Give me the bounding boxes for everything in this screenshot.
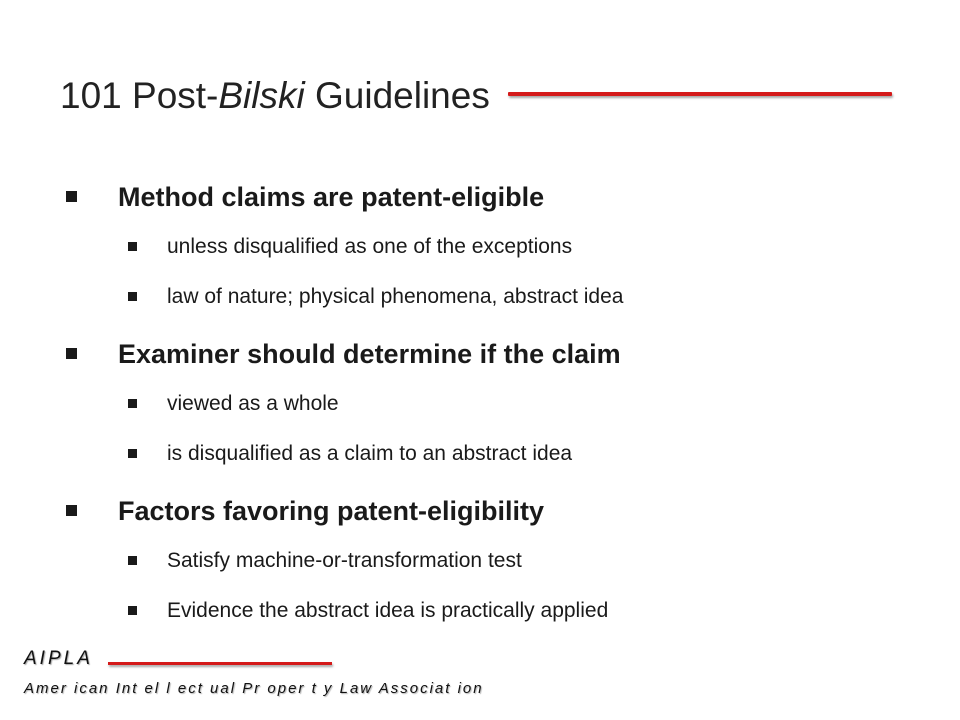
section-heading <box>66 329 926 379</box>
section-heading-text: Method claims are patent-eligible <box>118 182 545 212</box>
section-1 <box>66 172 926 322</box>
section-2 <box>66 329 926 479</box>
sub-bullet-text: Evidence the abstract idea is practically applied <box>167 599 609 622</box>
footer <box>24 648 544 708</box>
square-bullet-icon <box>128 556 137 565</box>
sub-bullet <box>66 222 926 272</box>
sub-bullet-text: is disqualified as a claim to an abstract idea <box>167 442 573 465</box>
sub-bullet <box>66 379 926 429</box>
title-italic: Bilski <box>218 75 305 116</box>
aipla-logo: AIPLA <box>24 648 93 669</box>
square-bullet-icon <box>128 242 137 251</box>
title-suffix: Guidelines <box>304 75 490 116</box>
square-bullet-icon <box>66 191 77 202</box>
sub-bullet <box>66 536 926 586</box>
sub-bullet <box>66 586 926 636</box>
square-bullet-icon <box>66 505 77 516</box>
title-prefix: 101 Post- <box>60 75 219 116</box>
title-accent-rule <box>508 92 892 96</box>
section-3 <box>66 486 926 636</box>
sub-bullet-text: law of nature; physical phenomena, abstract idea <box>167 285 624 308</box>
sub-bullet-text: viewed as a whole <box>167 392 339 415</box>
section-heading-text: Examiner should determine if the claim <box>118 339 621 369</box>
sub-bullet <box>66 429 926 479</box>
section-heading <box>66 486 926 536</box>
square-bullet-icon <box>66 348 77 359</box>
square-bullet-icon <box>128 399 137 408</box>
footer-accent-rule <box>108 662 332 665</box>
square-bullet-icon <box>128 292 137 301</box>
square-bullet-icon <box>128 606 137 615</box>
footer-organization-name: Amer ican Int el l ect ual Pr oper t y Law Associat ion <box>24 680 484 697</box>
slide-title <box>60 70 490 122</box>
sub-bullet-text: unless disqualified as one of the exceptions <box>167 235 573 258</box>
sub-bullet <box>66 272 926 322</box>
sub-bullet-text: Satisfy machine-or-transformation test <box>167 549 522 572</box>
square-bullet-icon <box>128 449 137 458</box>
title-area <box>60 70 900 126</box>
section-heading-text: Factors favoring patent-eligibility <box>118 496 545 526</box>
section-heading <box>66 172 926 222</box>
bullet-list <box>66 172 926 636</box>
